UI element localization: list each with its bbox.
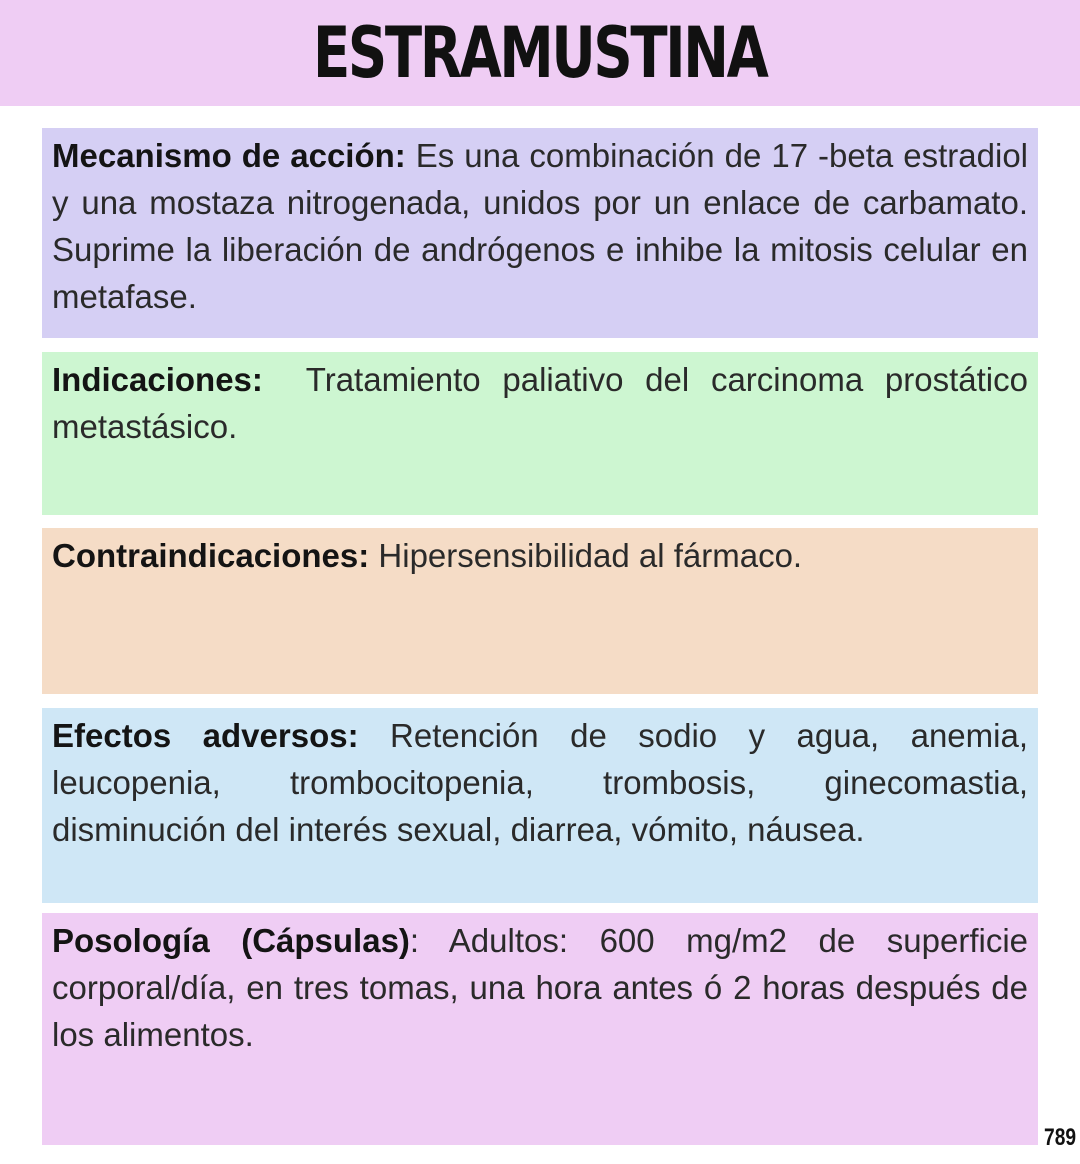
section-mecanismo-label: Mecanismo de acción: <box>52 137 406 174</box>
section-mecanismo-text: Es una combinación de 17 -beta estradiol y una mostaza nitrogenada, unidos por un enlace de carbamato. Suprime la liberación de andrógenos e inhibe la mitosis celular en metafase. <box>52 137 1029 315</box>
page-title: ESTRAMUSTINA <box>313 12 767 94</box>
section-indicaciones <box>42 352 1038 515</box>
section-indicaciones-text: Tratamiento paliativo del carcinoma prostático metastásico. <box>52 361 1028 445</box>
section-contraindicaciones-paragraph <box>52 532 1028 579</box>
page-number: 789 <box>1043 1124 1076 1151</box>
section-posologia-text: : Adultos: 600 mg/m2 de superficie corporal/día, en tres tomas, una hora antes ó 2 horas después de los alimentos. <box>52 922 1028 1053</box>
section-indicaciones-label: Indicaciones: <box>52 361 263 398</box>
section-mecanismo-paragraph <box>52 132 1028 320</box>
section-efectos-adversos <box>42 708 1038 903</box>
section-contraindicaciones-text: Hipersensibilidad al fármaco. <box>378 537 803 574</box>
section-efectos-paragraph <box>52 712 1028 853</box>
section-contraindicaciones-label: Contraindicaciones: <box>52 537 370 574</box>
section-posologia <box>42 913 1038 1145</box>
section-contraindicaciones <box>42 528 1038 694</box>
section-indicaciones-paragraph <box>52 356 1028 450</box>
section-efectos-text: Retención de sodio y agua, anemia, leucopenia, trombocitopenia, trombosis, ginecomastia, disminución del interés sexual, diarrea, vómito, náusea. <box>52 717 1028 848</box>
title-banner <box>0 0 1080 106</box>
section-mecanismo <box>42 128 1038 338</box>
section-posologia-paragraph <box>52 917 1028 1058</box>
section-posologia-label: Posología (Cápsulas) <box>52 922 410 959</box>
section-efectos-label: Efectos adversos: <box>52 717 359 754</box>
